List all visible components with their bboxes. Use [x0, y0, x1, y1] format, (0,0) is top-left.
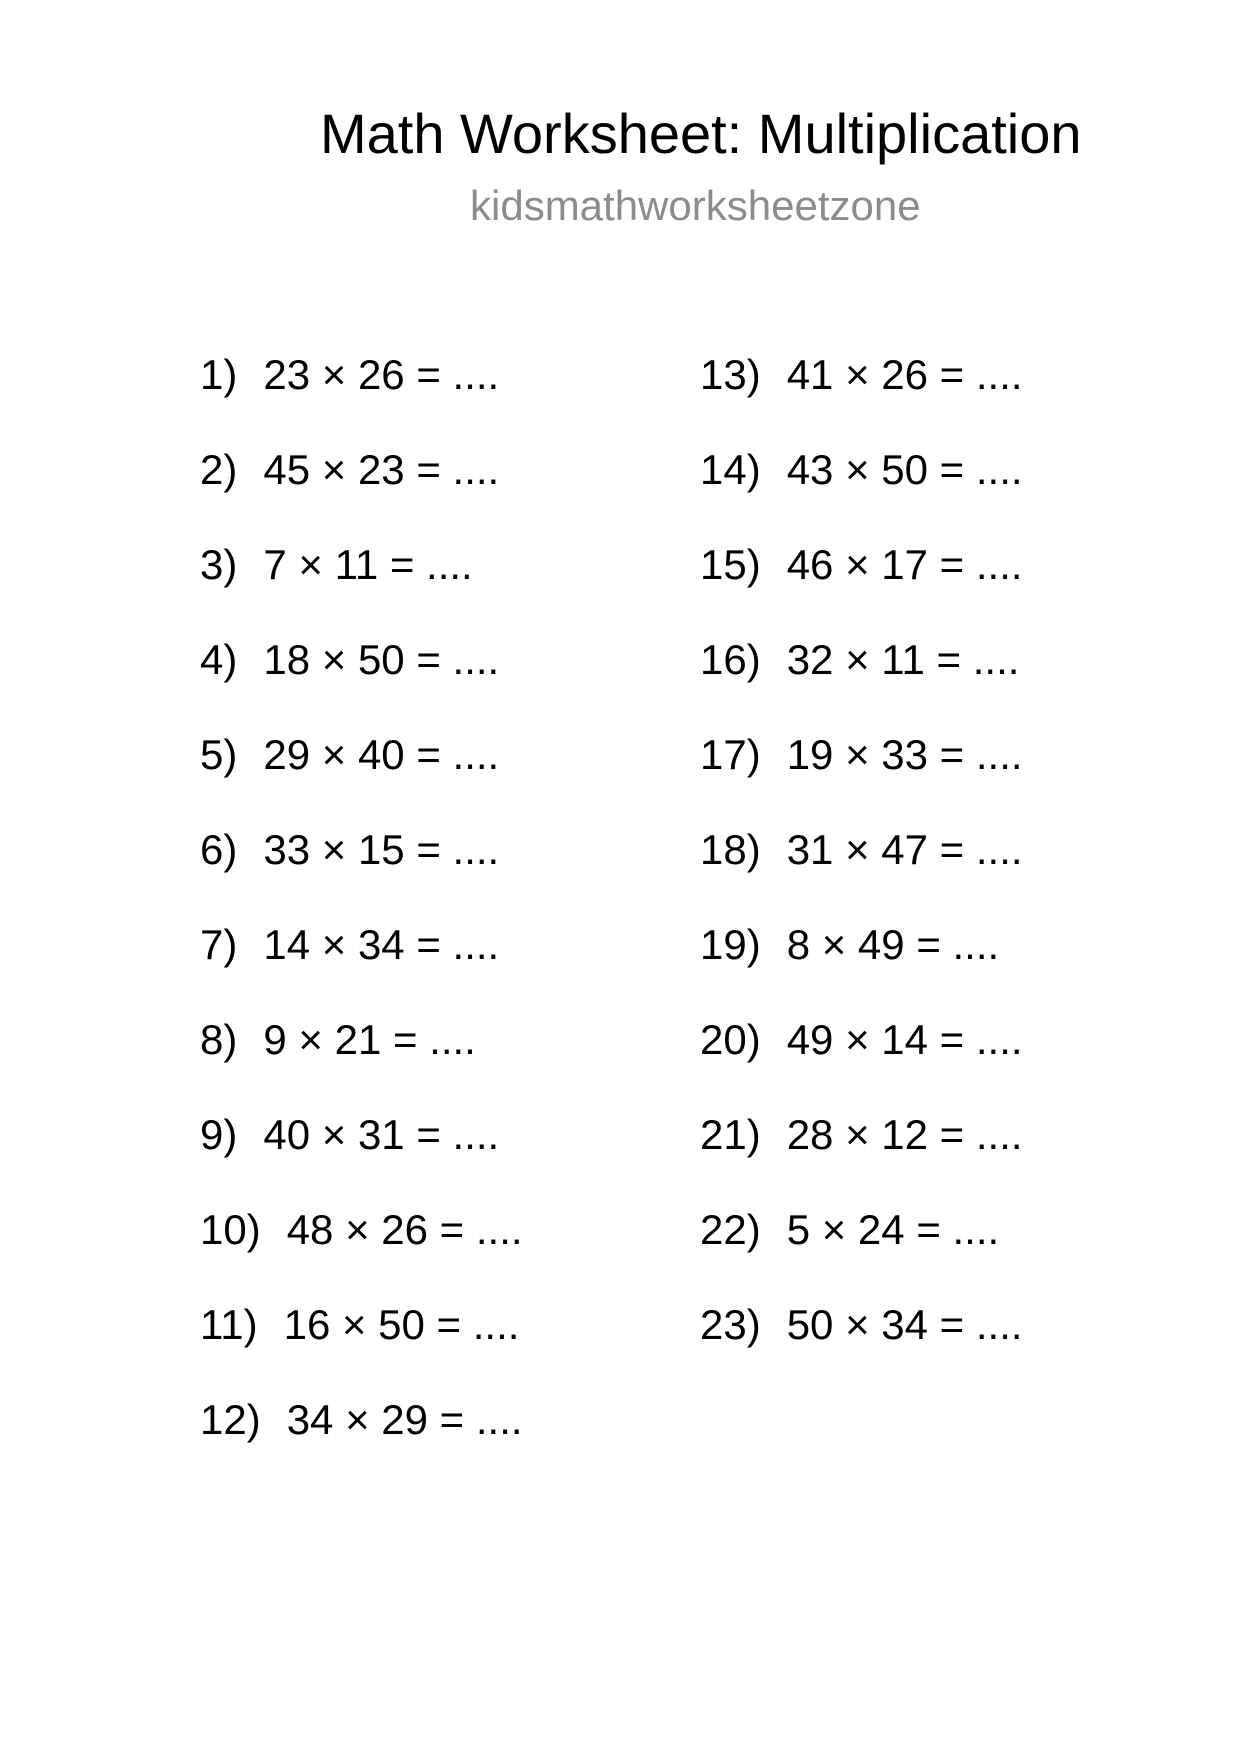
page-title: Math Worksheet: Multiplication — [320, 102, 1082, 165]
problem-expression: 49 × 14 = .... — [786, 1016, 1023, 1063]
problem-expression: 7 × 11 = .... — [263, 541, 473, 588]
problem-23 — [700, 1295, 1200, 1390]
problem-number: 13) — [700, 351, 761, 398]
problem-expression: 8 × 49 = .... — [786, 921, 1000, 968]
page-subtitle: kidsmathworksheetzone — [470, 182, 921, 229]
problem-11 — [200, 1295, 700, 1390]
problem-number: 20) — [700, 1016, 761, 1063]
problem-16 — [700, 630, 1200, 725]
problem-expression: 40 × 31 = .... — [263, 1111, 500, 1158]
problem-18 — [700, 820, 1200, 915]
problem-number: 6) — [200, 826, 238, 873]
problem-7 — [200, 915, 700, 1010]
problem-expression: 31 × 47 = .... — [786, 826, 1023, 873]
problem-expression: 45 × 23 = .... — [263, 446, 500, 493]
problem-9 — [200, 1105, 700, 1200]
problem-expression: 34 × 29 = .... — [286, 1396, 523, 1443]
problem-number: 8) — [200, 1016, 238, 1063]
problem-column-left — [200, 345, 700, 1485]
problem-5 — [200, 725, 700, 820]
problem-4 — [200, 630, 700, 725]
problem-expression: 50 × 34 = .... — [786, 1301, 1023, 1348]
problem-14 — [700, 440, 1200, 535]
problem-expression: 9 × 21 = .... — [263, 1016, 476, 1063]
problem-22 — [700, 1200, 1200, 1295]
problem-8 — [200, 1010, 700, 1105]
problem-number: 1) — [200, 351, 238, 398]
problem-number: 23) — [700, 1301, 761, 1348]
problem-expression: 43 × 50 = .... — [786, 446, 1023, 493]
problem-expression: 41 × 26 = .... — [786, 351, 1023, 398]
problem-6 — [200, 820, 700, 915]
problem-21 — [700, 1105, 1200, 1200]
problem-number: 21) — [700, 1111, 761, 1158]
problem-number: 12) — [200, 1396, 261, 1443]
problem-number: 4) — [200, 636, 238, 683]
problem-expression: 5 × 24 = .... — [786, 1206, 1000, 1253]
problem-number: 11) — [200, 1301, 258, 1348]
problem-number: 15) — [700, 541, 761, 588]
problem-number: 9) — [200, 1111, 238, 1158]
problem-2 — [200, 440, 700, 535]
problem-expression: 46 × 17 = .... — [786, 541, 1023, 588]
problem-expression: 32 × 11 = .... — [786, 636, 1020, 683]
problem-expression: 28 × 12 = .... — [786, 1111, 1023, 1158]
problem-13 — [700, 345, 1200, 440]
problem-column-right — [700, 345, 1200, 1390]
problem-expression: 48 × 26 = .... — [286, 1206, 523, 1253]
problem-number: 14) — [700, 446, 761, 493]
problem-expression: 19 × 33 = .... — [786, 731, 1023, 778]
problem-number: 19) — [700, 921, 761, 968]
worksheet-header — [0, 0, 1240, 260]
problem-expression: 23 × 26 = .... — [263, 351, 500, 398]
problem-1 — [200, 345, 700, 440]
problem-expression: 29 × 40 = .... — [263, 731, 500, 778]
problem-expression: 16 × 50 = .... — [283, 1301, 520, 1348]
problem-19 — [700, 915, 1200, 1010]
problem-20 — [700, 1010, 1200, 1105]
problem-number: 18) — [700, 826, 761, 873]
problem-15 — [700, 535, 1200, 630]
problem-expression: 18 × 50 = .... — [263, 636, 500, 683]
problem-number: 17) — [700, 731, 761, 778]
problem-number: 7) — [200, 921, 238, 968]
problem-3 — [200, 535, 700, 630]
problem-expression: 14 × 34 = .... — [263, 921, 500, 968]
problem-number: 10) — [200, 1206, 261, 1253]
problem-number: 2) — [200, 446, 238, 493]
problem-10 — [200, 1200, 700, 1295]
problem-list — [0, 345, 1240, 1485]
problem-number: 16) — [700, 636, 761, 683]
problem-number: 22) — [700, 1206, 761, 1253]
problem-17 — [700, 725, 1200, 820]
problem-number: 3) — [200, 541, 238, 588]
problem-expression: 33 × 15 = .... — [263, 826, 500, 873]
problem-number: 5) — [200, 731, 238, 778]
problem-12 — [200, 1390, 700, 1485]
